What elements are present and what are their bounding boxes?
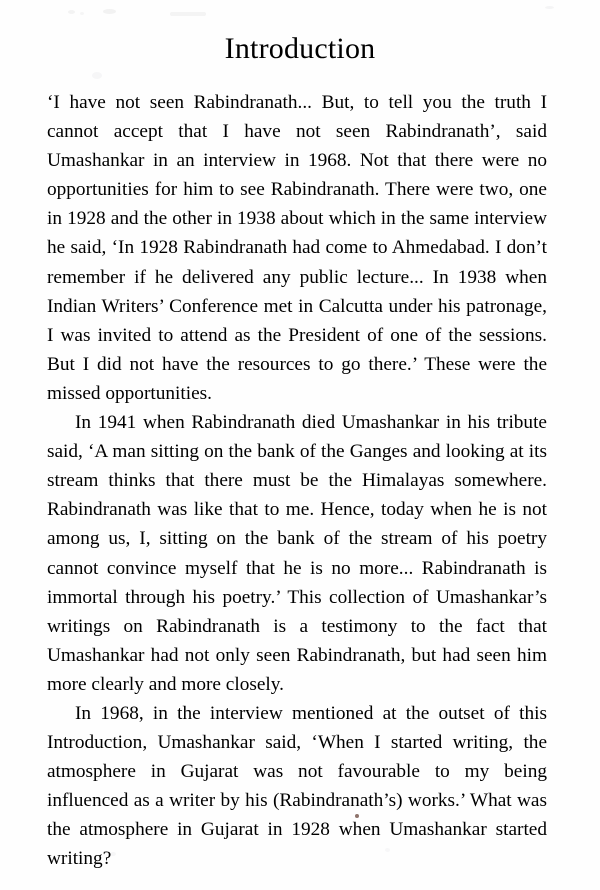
scan-speck-icon: [92, 72, 102, 79]
scan-speck-icon: [545, 6, 554, 9]
scan-speck-icon: [170, 12, 206, 16]
body-text: [47, 88, 547, 874]
paragraph: In 1941 when Rabindranath died Umashankar in his tribute said, ‘A man sitting on the bank of the Ganges and looking at its stream thinks that there must be the Himalayas somewhere. Rabindranath was like that to me. Hence, today when he is not among us, I, sitting on the bank of the stream of his poetry cannot convince myself that he is no more... Rabindranath is immortal through his poetry.’ This collection of Umashankar’s writings on Rabindranath is a testimony to the fact that Umashankar had not only seen Rabindranath, but had seen him more clearly and more closely.: [47, 412, 547, 695]
scan-speck-icon: [80, 12, 84, 15]
paragraph: In 1968, in the interview mentioned at the outset of this Introduction, Umashankar said, ‘When I started writing, the atmosphere in Gujarat was not favourable to my being influenced as a writer by his (Rabindranath’s) works.’ What was the atmosphere in Gujarat in 1928 when Umashankar started writing?: [47, 702, 547, 870]
paragraph: ‘I have not seen Rabindranath... But, to tell you the truth I cannot accept that I have not seen Rabindranath’, said Umashankar in an interview in 1968. Not that there were no opportunities for him to see Rabindranath. There were two, one in 1928 and the other in 1938 about which in the same interview he said, ‘In 1928 Rabindranath had come to Ahmedabad. I don’t remember if he delivered any public lecture... In 1938 when Indian Writers’ Conference met in Calcutta under his patronage, I was invited to attend as the President of one of the sessions. But I did not have the resources to go there.’ These were the missed opportunities.: [47, 92, 547, 404]
page-title: Introduction: [224, 32, 376, 65]
scan-speck-icon: [103, 9, 116, 14]
scan-speck-icon: [68, 10, 75, 14]
